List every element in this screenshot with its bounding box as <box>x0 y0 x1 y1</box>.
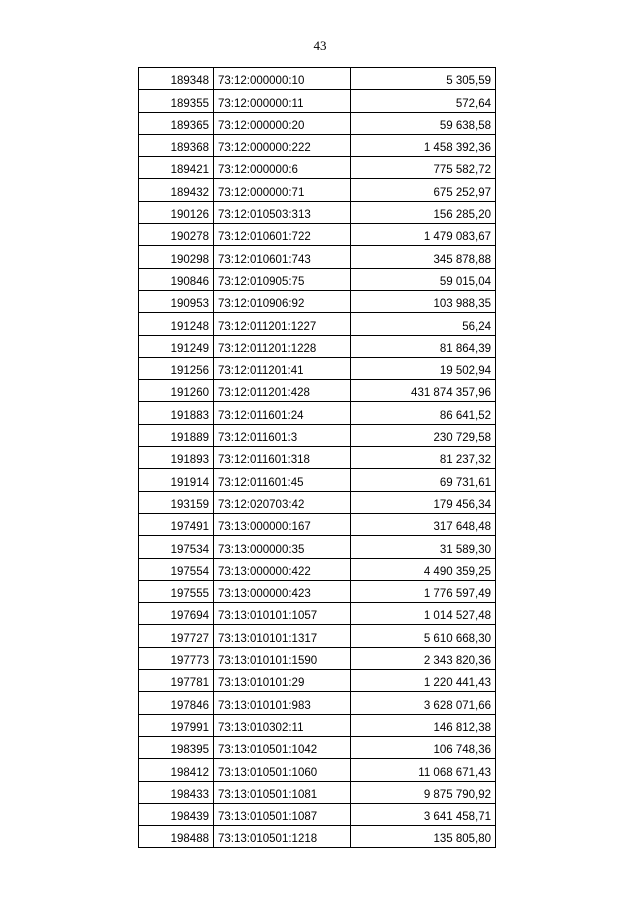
table-row <box>139 647 496 669</box>
cadastral-number-cell: 73:12:011201:1228 <box>214 335 351 357</box>
cadastral-number-cell: 73:13:010101:29 <box>214 670 351 692</box>
row-id-cell: 190278 <box>139 224 214 246</box>
cadastral-value-cell: 775 582,72 <box>351 157 496 179</box>
table-row <box>139 335 496 357</box>
cadastral-number-cell: 73:12:011601:45 <box>214 469 351 491</box>
cadastral-value-cell: 146 812,38 <box>351 714 496 736</box>
table-row <box>139 759 496 781</box>
table-row <box>139 826 496 848</box>
cadastral-value-cell: 675 252,97 <box>351 179 496 201</box>
cadastral-value-cell: 59 638,58 <box>351 112 496 134</box>
cadastral-value-cell: 5 305,59 <box>351 68 496 90</box>
table-row <box>139 736 496 758</box>
cadastral-value-cell: 345 878,88 <box>351 246 496 268</box>
table-row <box>139 580 496 602</box>
row-id-cell: 191893 <box>139 447 214 469</box>
cadastral-value-cell: 1 479 083,67 <box>351 224 496 246</box>
cadastral-number-cell: 73:12:000000:10 <box>214 68 351 90</box>
cadastral-number-cell: 73:12:010601:722 <box>214 224 351 246</box>
row-id-cell: 189348 <box>139 68 214 90</box>
table-row <box>139 134 496 156</box>
cadastral-value-table <box>138 67 496 848</box>
row-id-cell: 197773 <box>139 647 214 669</box>
table-row <box>139 313 496 335</box>
table-row <box>139 402 496 424</box>
cadastral-value-cell: 156 285,20 <box>351 201 496 223</box>
table-row <box>139 625 496 647</box>
row-id-cell: 191883 <box>139 402 214 424</box>
row-id-cell: 189432 <box>139 179 214 201</box>
row-id-cell: 197846 <box>139 692 214 714</box>
cadastral-value-cell: 1 014 527,48 <box>351 603 496 625</box>
cadastral-value-cell: 431 874 357,96 <box>351 380 496 402</box>
row-id-cell: 189365 <box>139 112 214 134</box>
cadastral-number-cell: 73:13:010302:11 <box>214 714 351 736</box>
row-id-cell: 190846 <box>139 268 214 290</box>
cadastral-number-cell: 73:12:011201:1227 <box>214 313 351 335</box>
row-id-cell: 197555 <box>139 580 214 602</box>
row-id-cell: 189368 <box>139 134 214 156</box>
table-row <box>139 357 496 379</box>
table-row <box>139 68 496 90</box>
cadastral-value-cell: 135 805,80 <box>351 826 496 848</box>
table-row <box>139 424 496 446</box>
page-number: 43 <box>313 38 327 53</box>
table-row <box>139 290 496 312</box>
table-body <box>139 68 496 848</box>
cadastral-value-cell: 230 729,58 <box>351 424 496 446</box>
cadastral-number-cell: 73:12:011601:24 <box>214 402 351 424</box>
cadastral-value-cell: 56,24 <box>351 313 496 335</box>
row-id-cell: 191914 <box>139 469 214 491</box>
row-id-cell: 198395 <box>139 736 214 758</box>
cadastral-number-cell: 73:12:000000:11 <box>214 90 351 112</box>
row-id-cell: 198412 <box>139 759 214 781</box>
table-row <box>139 536 496 558</box>
cadastral-number-cell: 73:12:010906:92 <box>214 290 351 312</box>
cadastral-number-cell: 73:13:000000:422 <box>214 558 351 580</box>
cadastral-value-cell: 103 988,35 <box>351 290 496 312</box>
cadastral-number-cell: 73:12:010905:75 <box>214 268 351 290</box>
table-row <box>139 491 496 513</box>
table-row <box>139 714 496 736</box>
table-row <box>139 157 496 179</box>
table-row <box>139 112 496 134</box>
cadastral-number-cell: 73:12:011601:318 <box>214 447 351 469</box>
row-id-cell: 197491 <box>139 513 214 535</box>
cadastral-value-cell: 1 776 597,49 <box>351 580 496 602</box>
cadastral-number-cell: 73:13:010101:1057 <box>214 603 351 625</box>
cadastral-value-cell: 59 015,04 <box>351 268 496 290</box>
cadastral-value-cell: 81 237,32 <box>351 447 496 469</box>
cadastral-value-cell: 11 068 671,43 <box>351 759 496 781</box>
table-row <box>139 201 496 223</box>
cadastral-value-cell: 19 502,94 <box>351 357 496 379</box>
cadastral-number-cell: 73:13:000000:167 <box>214 513 351 535</box>
cadastral-number-cell: 73:12:011601:3 <box>214 424 351 446</box>
cadastral-value-cell: 3 628 071,66 <box>351 692 496 714</box>
row-id-cell: 191260 <box>139 380 214 402</box>
table-row <box>139 513 496 535</box>
row-id-cell: 197554 <box>139 558 214 580</box>
table-row <box>139 179 496 201</box>
cadastral-number-cell: 73:13:000000:423 <box>214 580 351 602</box>
table-row <box>139 692 496 714</box>
cadastral-number-cell: 73:13:000000:35 <box>214 536 351 558</box>
cadastral-number-cell: 73:12:010601:743 <box>214 246 351 268</box>
row-id-cell: 191249 <box>139 335 214 357</box>
cadastral-number-cell: 73:12:000000:222 <box>214 134 351 156</box>
cadastral-number-cell: 73:13:010501:1060 <box>214 759 351 781</box>
cadastral-number-cell: 73:12:010503:313 <box>214 201 351 223</box>
row-id-cell: 198433 <box>139 781 214 803</box>
row-id-cell: 197991 <box>139 714 214 736</box>
cadastral-value-cell: 9 875 790,92 <box>351 781 496 803</box>
row-id-cell: 193159 <box>139 491 214 513</box>
cadastral-value-cell: 1 458 392,36 <box>351 134 496 156</box>
row-id-cell: 189355 <box>139 90 214 112</box>
row-id-cell: 198439 <box>139 803 214 825</box>
cadastral-value-cell: 31 589,30 <box>351 536 496 558</box>
cadastral-number-cell: 73:12:000000:71 <box>214 179 351 201</box>
row-id-cell: 197694 <box>139 603 214 625</box>
cadastral-value-cell: 69 731,61 <box>351 469 496 491</box>
table-row <box>139 558 496 580</box>
cadastral-value-cell: 86 641,52 <box>351 402 496 424</box>
cadastral-value-cell: 81 864,39 <box>351 335 496 357</box>
cadastral-number-cell: 73:12:000000:20 <box>214 112 351 134</box>
row-id-cell: 191889 <box>139 424 214 446</box>
row-id-cell: 191248 <box>139 313 214 335</box>
cadastral-value-cell: 5 610 668,30 <box>351 625 496 647</box>
cadastral-number-cell: 73:12:011201:428 <box>214 380 351 402</box>
cadastral-number-cell: 73:13:010101:983 <box>214 692 351 714</box>
cadastral-value-cell: 1 220 441,43 <box>351 670 496 692</box>
row-id-cell: 197781 <box>139 670 214 692</box>
cadastral-number-cell: 73:13:010101:1590 <box>214 647 351 669</box>
cadastral-value-cell: 106 748,36 <box>351 736 496 758</box>
table-row <box>139 246 496 268</box>
cadastral-value-cell: 2 343 820,36 <box>351 647 496 669</box>
row-id-cell: 190298 <box>139 246 214 268</box>
row-id-cell: 191256 <box>139 357 214 379</box>
table-row <box>139 603 496 625</box>
cadastral-number-cell: 73:13:010501:1218 <box>214 826 351 848</box>
table-row <box>139 268 496 290</box>
table-row <box>139 781 496 803</box>
table-row <box>139 469 496 491</box>
cadastral-number-cell: 73:13:010501:1087 <box>214 803 351 825</box>
cadastral-value-cell: 179 456,34 <box>351 491 496 513</box>
cadastral-number-cell: 73:12:020703:42 <box>214 491 351 513</box>
row-id-cell: 190953 <box>139 290 214 312</box>
row-id-cell: 197534 <box>139 536 214 558</box>
cadastral-value-cell: 572,64 <box>351 90 496 112</box>
cadastral-value-cell: 3 641 458,71 <box>351 803 496 825</box>
row-id-cell: 197727 <box>139 625 214 647</box>
table-row <box>139 447 496 469</box>
cadastral-number-cell: 73:12:000000:6 <box>214 157 351 179</box>
cadastral-number-cell: 73:12:011201:41 <box>214 357 351 379</box>
cadastral-value-cell: 4 490 359,25 <box>351 558 496 580</box>
table-row <box>139 224 496 246</box>
cadastral-number-cell: 73:13:010501:1042 <box>214 736 351 758</box>
table-row <box>139 90 496 112</box>
table-row <box>139 380 496 402</box>
row-id-cell: 190126 <box>139 201 214 223</box>
cadastral-number-cell: 73:13:010101:1317 <box>214 625 351 647</box>
row-id-cell: 189421 <box>139 157 214 179</box>
row-id-cell: 198488 <box>139 826 214 848</box>
cadastral-value-cell: 317 648,48 <box>351 513 496 535</box>
table-row <box>139 670 496 692</box>
cadastral-number-cell: 73:13:010501:1081 <box>214 781 351 803</box>
table-row <box>139 803 496 825</box>
